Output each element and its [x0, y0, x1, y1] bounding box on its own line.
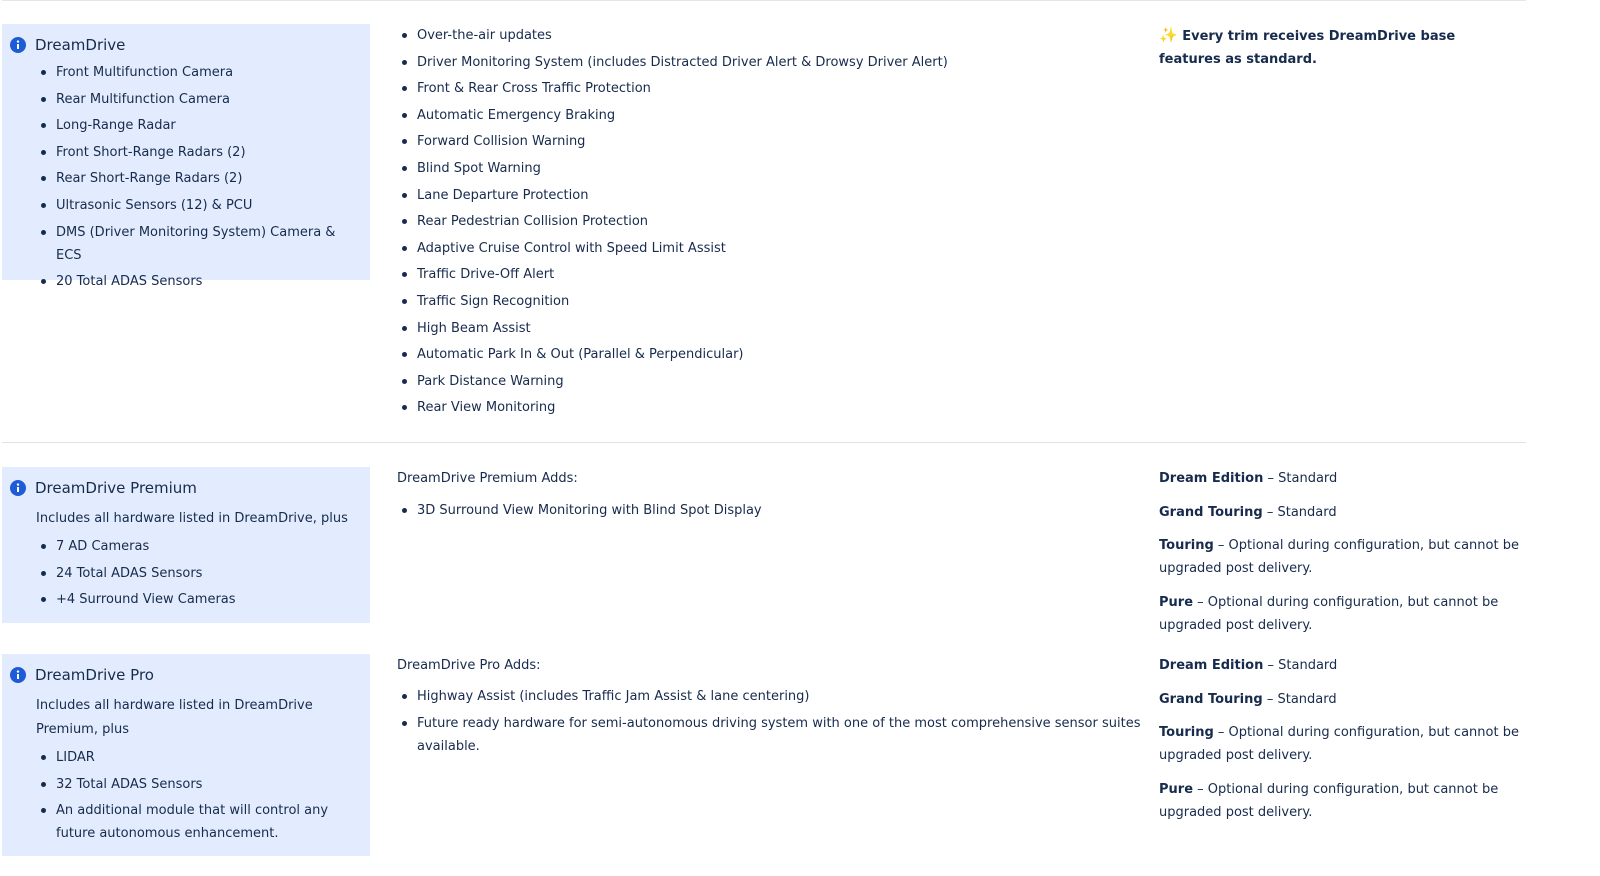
list-item: Rear Pedestrian Collision Protection	[417, 210, 1157, 233]
premium-header	[10, 477, 360, 499]
list-item: Long-Range Radar	[56, 114, 360, 137]
trim-status: – Optional during configuration, but cannot be upgraded post delivery.	[1159, 594, 1499, 633]
list-item: Over-the-air updates	[417, 24, 1157, 47]
list-item: Rear View Monitoring	[417, 396, 1157, 419]
premium-hardware-list	[10, 535, 360, 611]
premium-adds-list	[397, 499, 1157, 522]
premium-trims	[1159, 467, 1519, 637]
list-item: Blind Spot Warning	[417, 157, 1157, 180]
dreamdrive-features	[397, 24, 1157, 423]
trim-name: Grand Touring	[1159, 504, 1263, 520]
dreamdrive-feature-list	[397, 24, 1157, 419]
list-item: Forward Collision Warning	[417, 130, 1157, 153]
trim-name: Pure	[1159, 594, 1194, 610]
trim-status: – Standard	[1262, 504, 1337, 520]
pro-panel	[2, 654, 370, 856]
dreamdrive-header	[10, 34, 360, 56]
section-divider	[2, 442, 1526, 443]
list-item: Ultrasonic Sensors (12) & PCU	[56, 194, 360, 217]
trim-row	[1159, 688, 1519, 711]
info-icon	[10, 37, 26, 53]
trim-row	[1159, 467, 1519, 490]
trim-row	[1159, 591, 1519, 637]
trim-name: Touring	[1159, 725, 1214, 741]
trim-status: – Standard	[1263, 658, 1338, 673]
trim-name: Pure	[1159, 781, 1194, 797]
trim-status: – Optional during configuration, but cannot be upgraded post delivery.	[1159, 725, 1519, 764]
list-item: Driver Monitoring System (includes Distracted Driver Alert & Drowsy Driver Alert)	[417, 51, 1157, 74]
list-item: LIDAR	[56, 746, 350, 769]
list-item: Highway Assist (includes Traffic Jam Assist & lane centering)	[417, 685, 1157, 708]
pro-intro: Includes all hardware listed in DreamDrive Premium, plus	[36, 698, 313, 737]
premium-title: DreamDrive Premium	[35, 479, 197, 497]
pro-hardware-list	[10, 746, 360, 845]
list-item: An additional module that will control any future autonomous enhancement.	[56, 799, 350, 845]
trim-name: Grand Touring	[1159, 691, 1263, 707]
trim-status: – Optional during configuration, but cannot be upgraded post delivery.	[1159, 538, 1519, 577]
dreamdrive-hardware-list	[10, 61, 360, 293]
dreamdrive-panel	[2, 24, 370, 290]
trim-row	[1159, 654, 1519, 677]
trim-row	[1159, 534, 1519, 580]
list-item: 7 AD Cameras	[56, 535, 360, 558]
info-icon	[10, 480, 26, 496]
info-icon	[10, 667, 26, 683]
list-item: Automatic Park In & Out (Parallel & Perpendicular)	[417, 343, 1157, 366]
pro-header	[10, 664, 360, 686]
list-item: 3D Surround View Monitoring with Blind Spot Display	[417, 499, 1157, 522]
list-item: Front & Rear Cross Traffic Protection	[417, 77, 1157, 100]
list-item: Front Multifunction Camera	[56, 61, 360, 84]
list-item: Rear Multifunction Camera	[56, 88, 360, 111]
trim-row	[1159, 501, 1519, 524]
pro-adds-list	[397, 685, 1157, 758]
trim-name: Dream Edition	[1159, 658, 1264, 673]
trim-status: – Standard	[1262, 691, 1337, 707]
pro-adds-heading: DreamDrive Pro Adds:	[397, 658, 541, 673]
list-item: 20 Total ADAS Sensors	[56, 270, 360, 293]
list-item: High Beam Assist	[417, 317, 1157, 340]
list-item: Adaptive Cruise Control with Speed Limit Assist	[417, 237, 1157, 260]
list-item: Rear Short-Range Radars (2)	[56, 167, 360, 190]
list-item: Future ready hardware for semi-autonomous driving system with one of the most comprehensive sensor suites available.	[417, 712, 1157, 758]
list-item: Park Distance Warning	[417, 370, 1157, 393]
trim-name: Dream Edition	[1159, 471, 1264, 486]
list-item: 24 Total ADAS Sensors	[56, 562, 360, 585]
list-item: Traffic Drive-Off Alert	[417, 263, 1157, 286]
premium-panel	[2, 467, 370, 623]
dreamdrive-note	[1159, 24, 1519, 71]
pro-adds	[397, 654, 1157, 758]
list-item: Automatic Emergency Braking	[417, 104, 1157, 127]
list-item: +4 Surround View Cameras	[56, 588, 360, 611]
trim-status: – Optional during configuration, but cannot be upgraded post delivery.	[1159, 781, 1499, 820]
dreamdrive-title: DreamDrive	[35, 36, 126, 54]
premium-adds-heading: DreamDrive Premium Adds:	[397, 471, 578, 486]
standard-note-text: Every trim receives DreamDrive base features as standard.	[1159, 29, 1456, 67]
pro-title: DreamDrive Pro	[35, 666, 154, 684]
sparkles-icon: ✨	[1159, 26, 1178, 44]
premium-adds	[397, 467, 1157, 522]
pro-trims	[1159, 654, 1519, 824]
trim-name: Touring	[1159, 538, 1214, 554]
trim-row	[1159, 778, 1519, 824]
trim-row	[1159, 721, 1519, 767]
list-item: Traffic Sign Recognition	[417, 290, 1157, 313]
top-divider	[2, 0, 1526, 1]
list-item: DMS (Driver Monitoring System) Camera & ECS	[56, 221, 360, 267]
premium-intro: Includes all hardware listed in DreamDrive, plus	[36, 511, 348, 526]
list-item: 32 Total ADAS Sensors	[56, 773, 350, 796]
list-item: Lane Departure Protection	[417, 184, 1157, 207]
list-item: Front Short-Range Radars (2)	[56, 141, 360, 164]
trim-status: – Standard	[1263, 471, 1338, 486]
standard-note	[1159, 24, 1519, 71]
